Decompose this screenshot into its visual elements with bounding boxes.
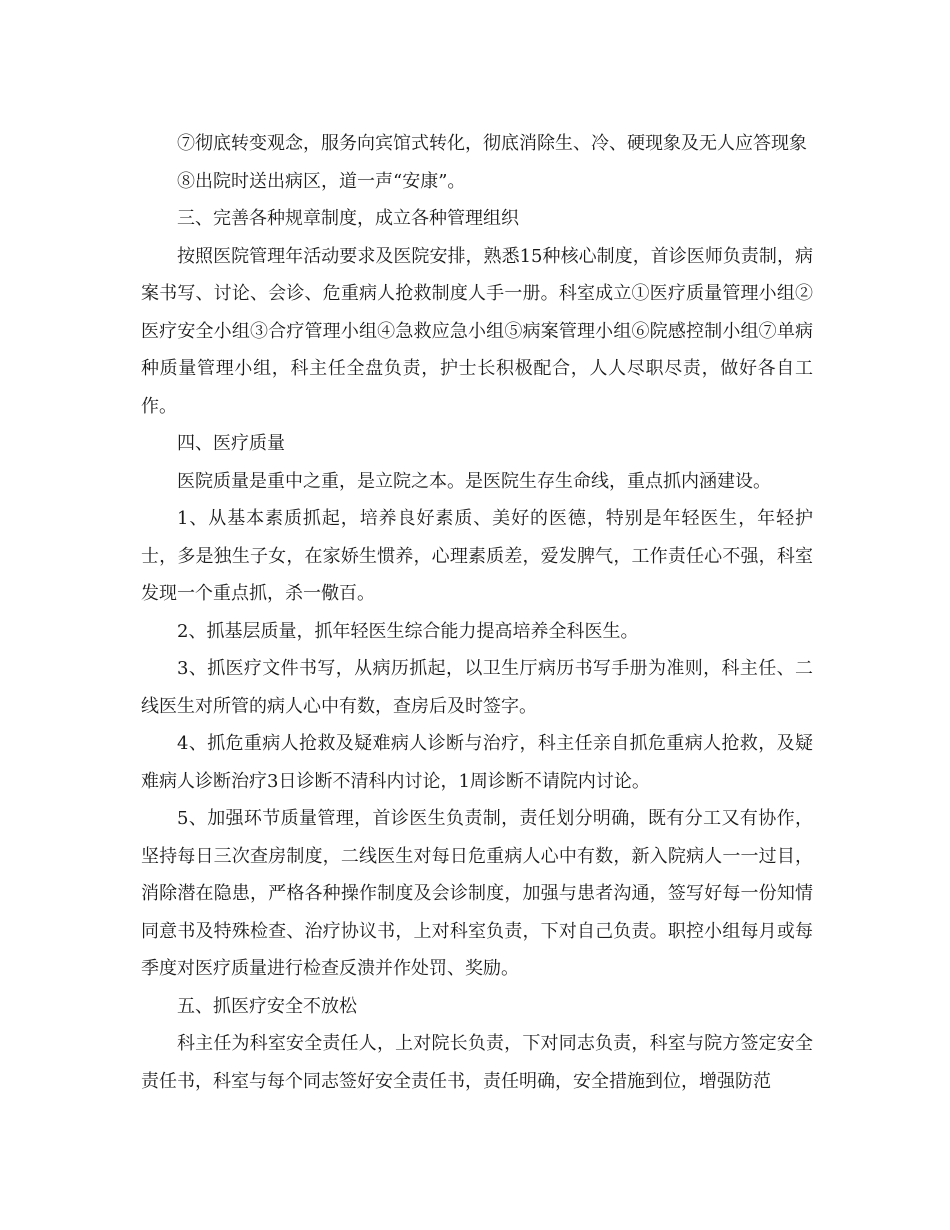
paragraph-quality-item-4: 4、抓危重病人抢救及疑难病人诊断与治疗，科主任亲自抓危重病人抢救，及疑难病人诊断治疗3日诊断不清科内讨论，1周诊断不请院内讨论。: [141, 733, 813, 792]
paragraph-attitude-change: ⑦彻底转变观念，服务向宾馆式转化，彻底消除生、冷、硬现象及无人应答现象: [177, 133, 807, 154]
paragraph-quality-intro: 医院质量是重中之重，是立院之本。是医院生存生命线，重点抓内涵建设。: [177, 470, 771, 492]
paragraph-core-systems: 按照医院管理年活动要求及医院安排，熟悉15种核心制度，首诊医师负责制，病案书写、讨论、会诊、危重病人抢救制度人手一册。科室成立①医疗质量管理小组②医疗安全小组③合疗管理小组④急救应急小组⑤病案管理小组⑥院感控制小组⑦单病种质量管理小组，科主任全盘负责，护士长积极配合，人人尽职尽责，做好各自工作。: [141, 245, 813, 417]
paragraph-discharge-farewell: ⑧出院时送出病区，道一声“安康”。: [177, 170, 466, 192]
paragraph-quality-item-1: 1、从基本素质抓起，培养良好素质、美好的医德，特别是年轻医生，年轻护士，多是独生子女，在家娇生惯养，心理素质差，爱发脾气，工作责任心不强，科室发现一个重点抓，杀一儆百。: [141, 508, 813, 604]
paragraph-quality-item-5: 5、加强环节质量管理，首诊医生负责制，责任划分明确，既有分工又有协作，坚持每日三次查房制度，二线医生对每日危重病人心中有数，新入院病人一一过目，消除潜在隐患，严格各种操作制度及会诊制度，加强与患者沟通，签写好每一份知情同意书及特殊检查、治疗协议书，上对科室负责，下对自己负责。职控小组每月或每季度对医疗质量进行检查反溃并作处罚、奖励。: [141, 808, 813, 979]
section-heading-rules: 三、完善各种规章制度，成立各种管理组织: [177, 208, 519, 229]
paragraph-quality-item-3: 3、抓医疗文件书写，从病历抓起，以卫生厅病历书写手册为准则，科主任、二线医生对所管的病人心中有数，查房后及时签字。: [141, 658, 813, 717]
document-page: [141, 125, 813, 1100]
paragraph-quality-item-2: 2、抓基层质量，抓年轻医生综合能力提高培养全科医生。: [177, 620, 639, 642]
paragraph-safety-responsibility: 科主任为科室安全责任人，上对院长负责，下对同志负责，科室与院方签定安全责任书，科室与每个同志签好安全责任书，责任明确，安全措施到位，增强防范: [141, 1033, 813, 1092]
section-heading-quality: 四、医疗质量: [177, 433, 285, 454]
section-heading-safety: 五、抓医疗安全不放松: [177, 995, 357, 1017]
